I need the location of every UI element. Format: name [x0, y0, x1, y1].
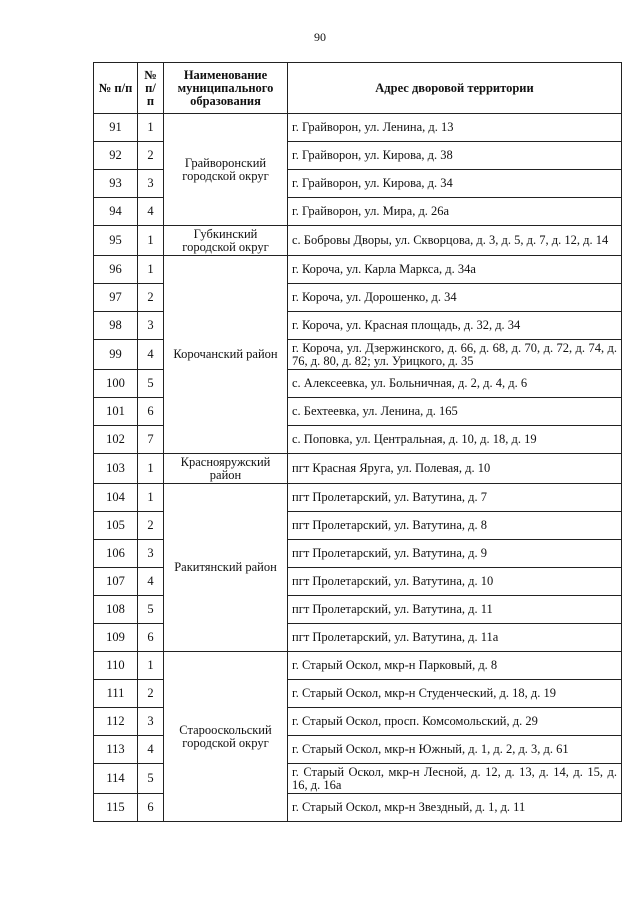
address-cell: г. Старый Оскол, мкр-н Студенческий, д. 18, д. 19 [288, 680, 622, 708]
table-row [94, 484, 622, 512]
row-number: 104 [94, 484, 138, 512]
row-number: 114 [94, 764, 138, 794]
row-number: 101 [94, 398, 138, 426]
address-cell: г. Старый Оскол, мкр-н Звездный, д. 1, д. 11 [288, 794, 622, 822]
row-sub-number: 5 [138, 370, 164, 398]
row-sub-number: 1 [138, 652, 164, 680]
address-table [93, 62, 622, 822]
row-sub-number: 1 [138, 114, 164, 142]
row-sub-number: 3 [138, 170, 164, 198]
address-cell: пгт Пролетарский, ул. Ватутина, д. 8 [288, 512, 622, 540]
row-sub-number: 2 [138, 142, 164, 170]
municipality-cell: Грайворонский городской округ [164, 114, 288, 226]
address-cell: с. Алексеевка, ул. Больничная, д. 2, д. 4, д. 6 [288, 370, 622, 398]
row-number: 96 [94, 256, 138, 284]
table-row [94, 226, 622, 256]
row-number: 93 [94, 170, 138, 198]
row-sub-number: 1 [138, 484, 164, 512]
row-sub-number: 1 [138, 256, 164, 284]
address-cell: пгт Пролетарский, ул. Ватутина, д. 11а [288, 624, 622, 652]
row-number: 113 [94, 736, 138, 764]
header-municipality: Наименование муниципального образования [164, 63, 288, 114]
municipality-cell: Губкинский городской округ [164, 226, 288, 256]
row-sub-number: 1 [138, 226, 164, 256]
row-sub-number: 6 [138, 398, 164, 426]
row-sub-number: 4 [138, 568, 164, 596]
row-sub-number: 4 [138, 340, 164, 370]
address-cell: г. Короча, ул. Красная площадь, д. 32, д. 34 [288, 312, 622, 340]
address-cell: г. Грайворон, ул. Ленина, д. 13 [288, 114, 622, 142]
header-sub-number: № п/п [138, 63, 164, 114]
table-header-row [94, 63, 622, 114]
row-number: 98 [94, 312, 138, 340]
row-number: 94 [94, 198, 138, 226]
municipality-cell: Краснояружский район [164, 454, 288, 484]
row-number: 99 [94, 340, 138, 370]
row-number: 95 [94, 226, 138, 256]
row-number: 103 [94, 454, 138, 484]
table-body [94, 114, 622, 822]
table-row [94, 114, 622, 142]
address-cell: г. Старый Оскол, мкр-н Парковый, д. 8 [288, 652, 622, 680]
row-number: 109 [94, 624, 138, 652]
table-row [94, 652, 622, 680]
row-sub-number: 7 [138, 426, 164, 454]
row-sub-number: 5 [138, 596, 164, 624]
table-row [94, 454, 622, 484]
row-sub-number: 4 [138, 198, 164, 226]
row-sub-number: 3 [138, 708, 164, 736]
row-sub-number: 6 [138, 794, 164, 822]
address-cell: г. Старый Оскол, мкр-н Лесной, д. 12, д. 13, д. 14, д. 15, д. 16, д. 16а [288, 764, 622, 794]
address-cell: с. Поповка, ул. Центральная, д. 10, д. 18, д. 19 [288, 426, 622, 454]
address-cell: г. Короча, ул. Дорошенко, д. 34 [288, 284, 622, 312]
row-number: 106 [94, 540, 138, 568]
row-sub-number: 6 [138, 624, 164, 652]
municipality-cell: Корочанский район [164, 256, 288, 454]
row-number: 110 [94, 652, 138, 680]
address-cell: г. Короча, ул. Карла Маркса, д. 34а [288, 256, 622, 284]
page-number: 90 [314, 30, 326, 44]
row-sub-number: 1 [138, 454, 164, 484]
row-number: 92 [94, 142, 138, 170]
row-number: 107 [94, 568, 138, 596]
address-cell: пгт Пролетарский, ул. Ватутина, д. 10 [288, 568, 622, 596]
address-cell: г. Короча, ул. Дзержинского, д. 66, д. 68, д. 70, д. 72, д. 74, д. 76, д. 80, д. 82; ул. Урицкого, д. 35 [288, 340, 622, 370]
address-cell: г. Грайворон, ул. Кирова, д. 38 [288, 142, 622, 170]
row-number: 111 [94, 680, 138, 708]
row-sub-number: 2 [138, 284, 164, 312]
row-number: 115 [94, 794, 138, 822]
row-number: 102 [94, 426, 138, 454]
row-sub-number: 2 [138, 680, 164, 708]
row-sub-number: 5 [138, 764, 164, 794]
row-sub-number: 3 [138, 540, 164, 568]
address-cell: г. Грайворон, ул. Мира, д. 26а [288, 198, 622, 226]
address-cell: г. Грайворон, ул. Кирова, д. 34 [288, 170, 622, 198]
row-number: 100 [94, 370, 138, 398]
row-sub-number: 3 [138, 312, 164, 340]
row-number: 108 [94, 596, 138, 624]
row-number: 105 [94, 512, 138, 540]
row-sub-number: 4 [138, 736, 164, 764]
address-cell: г. Старый Оскол, просп. Комсомольский, д. 29 [288, 708, 622, 736]
address-cell: с. Бобровы Дворы, ул. Скворцова, д. 3, д. 5, д. 7, д. 12, д. 14 [288, 226, 622, 256]
header-address: Адрес дворовой территории [288, 63, 622, 114]
address-cell: с. Бехтеевка, ул. Ленина, д. 165 [288, 398, 622, 426]
address-cell: пгт Пролетарский, ул. Ватутина, д. 11 [288, 596, 622, 624]
row-sub-number: 2 [138, 512, 164, 540]
address-cell: пгт Красная Яруга, ул. Полевая, д. 10 [288, 454, 622, 484]
municipality-cell: Ракитянский район [164, 484, 288, 652]
row-number: 112 [94, 708, 138, 736]
address-cell: пгт Пролетарский, ул. Ватутина, д. 7 [288, 484, 622, 512]
municipality-cell: Старооскольский городской округ [164, 652, 288, 822]
row-number: 97 [94, 284, 138, 312]
address-cell: пгт Пролетарский, ул. Ватутина, д. 9 [288, 540, 622, 568]
row-number: 91 [94, 114, 138, 142]
table-row [94, 256, 622, 284]
header-row-number: № п/п [94, 63, 138, 114]
address-cell: г. Старый Оскол, мкр-н Южный, д. 1, д. 2, д. 3, д. 61 [288, 736, 622, 764]
